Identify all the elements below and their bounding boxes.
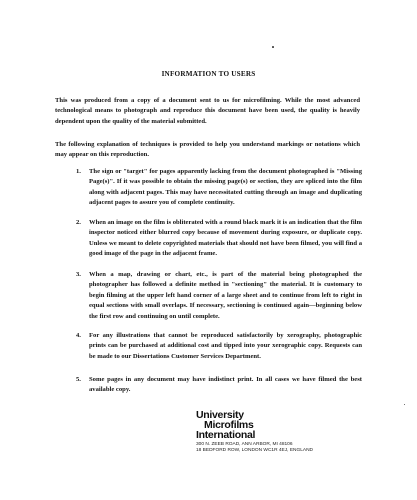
page-title: INFORMATION TO USERS [161,70,256,78]
scan-speck [404,404,405,405]
list-item [76,331,362,362]
list-item-number: 1. [76,168,81,175]
list-item [76,167,362,209]
address-line-uk: 18 BEDFORD ROW, LONDON WC1R 4EJ, ENGLAND [196,448,314,454]
list-item-number: 5. [76,376,81,383]
logo-line-international: International [196,429,256,441]
list-item-text: For any illustrations that cannot be reproduced satisfactorily by xerography, photographic prints can be purchased at additional cost and tipped into your xerographic copy. Requests can be made to our Dissertations Customer Services Department. [89,332,362,360]
publisher-address [196,442,313,455]
list-item-text: The sign or "target" for pages apparently lacking from the document photographed is "Missing Page(s)". If it was possible to obtain the missing page(s) or section, they are spliced into the film along with adjacent pages. This may have necessitated cutting through an image and duplicating adjacent pages to assure you of complete continuity. [89,168,362,207]
list-item-number: 2. [76,219,81,226]
list-item-number: 4. [76,332,81,339]
list-item [76,375,362,396]
list-item-text: When an image on the film is obliterated with a round black mark it is an indication that the film inspector noticed either blurred copy because of movement during exposure, or duplicate copy. Unless we meant to delete copyrighted materials that should not have been filmed, you will find a good image of the page in the adjacent frame. [89,219,362,258]
list-item-text: Some pages in any document may have indistinct print. In all cases we have filmed the best available copy. [89,376,362,394]
list-item-number: 3. [76,271,81,278]
list-item [76,270,362,322]
explanation-paragraph: The following explanation of techniques is provided to help you understand markings or notations which may appear on this reproduction. [55,141,360,159]
scan-speck [272,46,274,48]
logo-line-university: University [196,409,244,421]
publisher-logo [196,410,255,440]
address-line-us: 300 N. ZEEB ROAD, ANN ARBOR, MI 48106 [196,442,293,447]
intro-paragraph: This was produced from a copy of a document sent to us for microfilming. While the most advanced technological means to photograph and reproduce this document have been used, the quality is heavily dependent upon the quality of the material submitted. [55,97,360,125]
logo-line-microfilms: Microfilms [204,419,254,431]
list-item-text: When a map, drawing or chart, etc., is part of the material being photographed the photographer has followed a definite method in "sectioning" the material. It is customary to begin filming at the upper left hand corner of a large sheet and to continue from left to right in equal sections with small overlaps. If necessary, sectioning is continued again—beginning below the first row and continuing on until complete. [89,271,362,320]
list-item [76,218,362,260]
